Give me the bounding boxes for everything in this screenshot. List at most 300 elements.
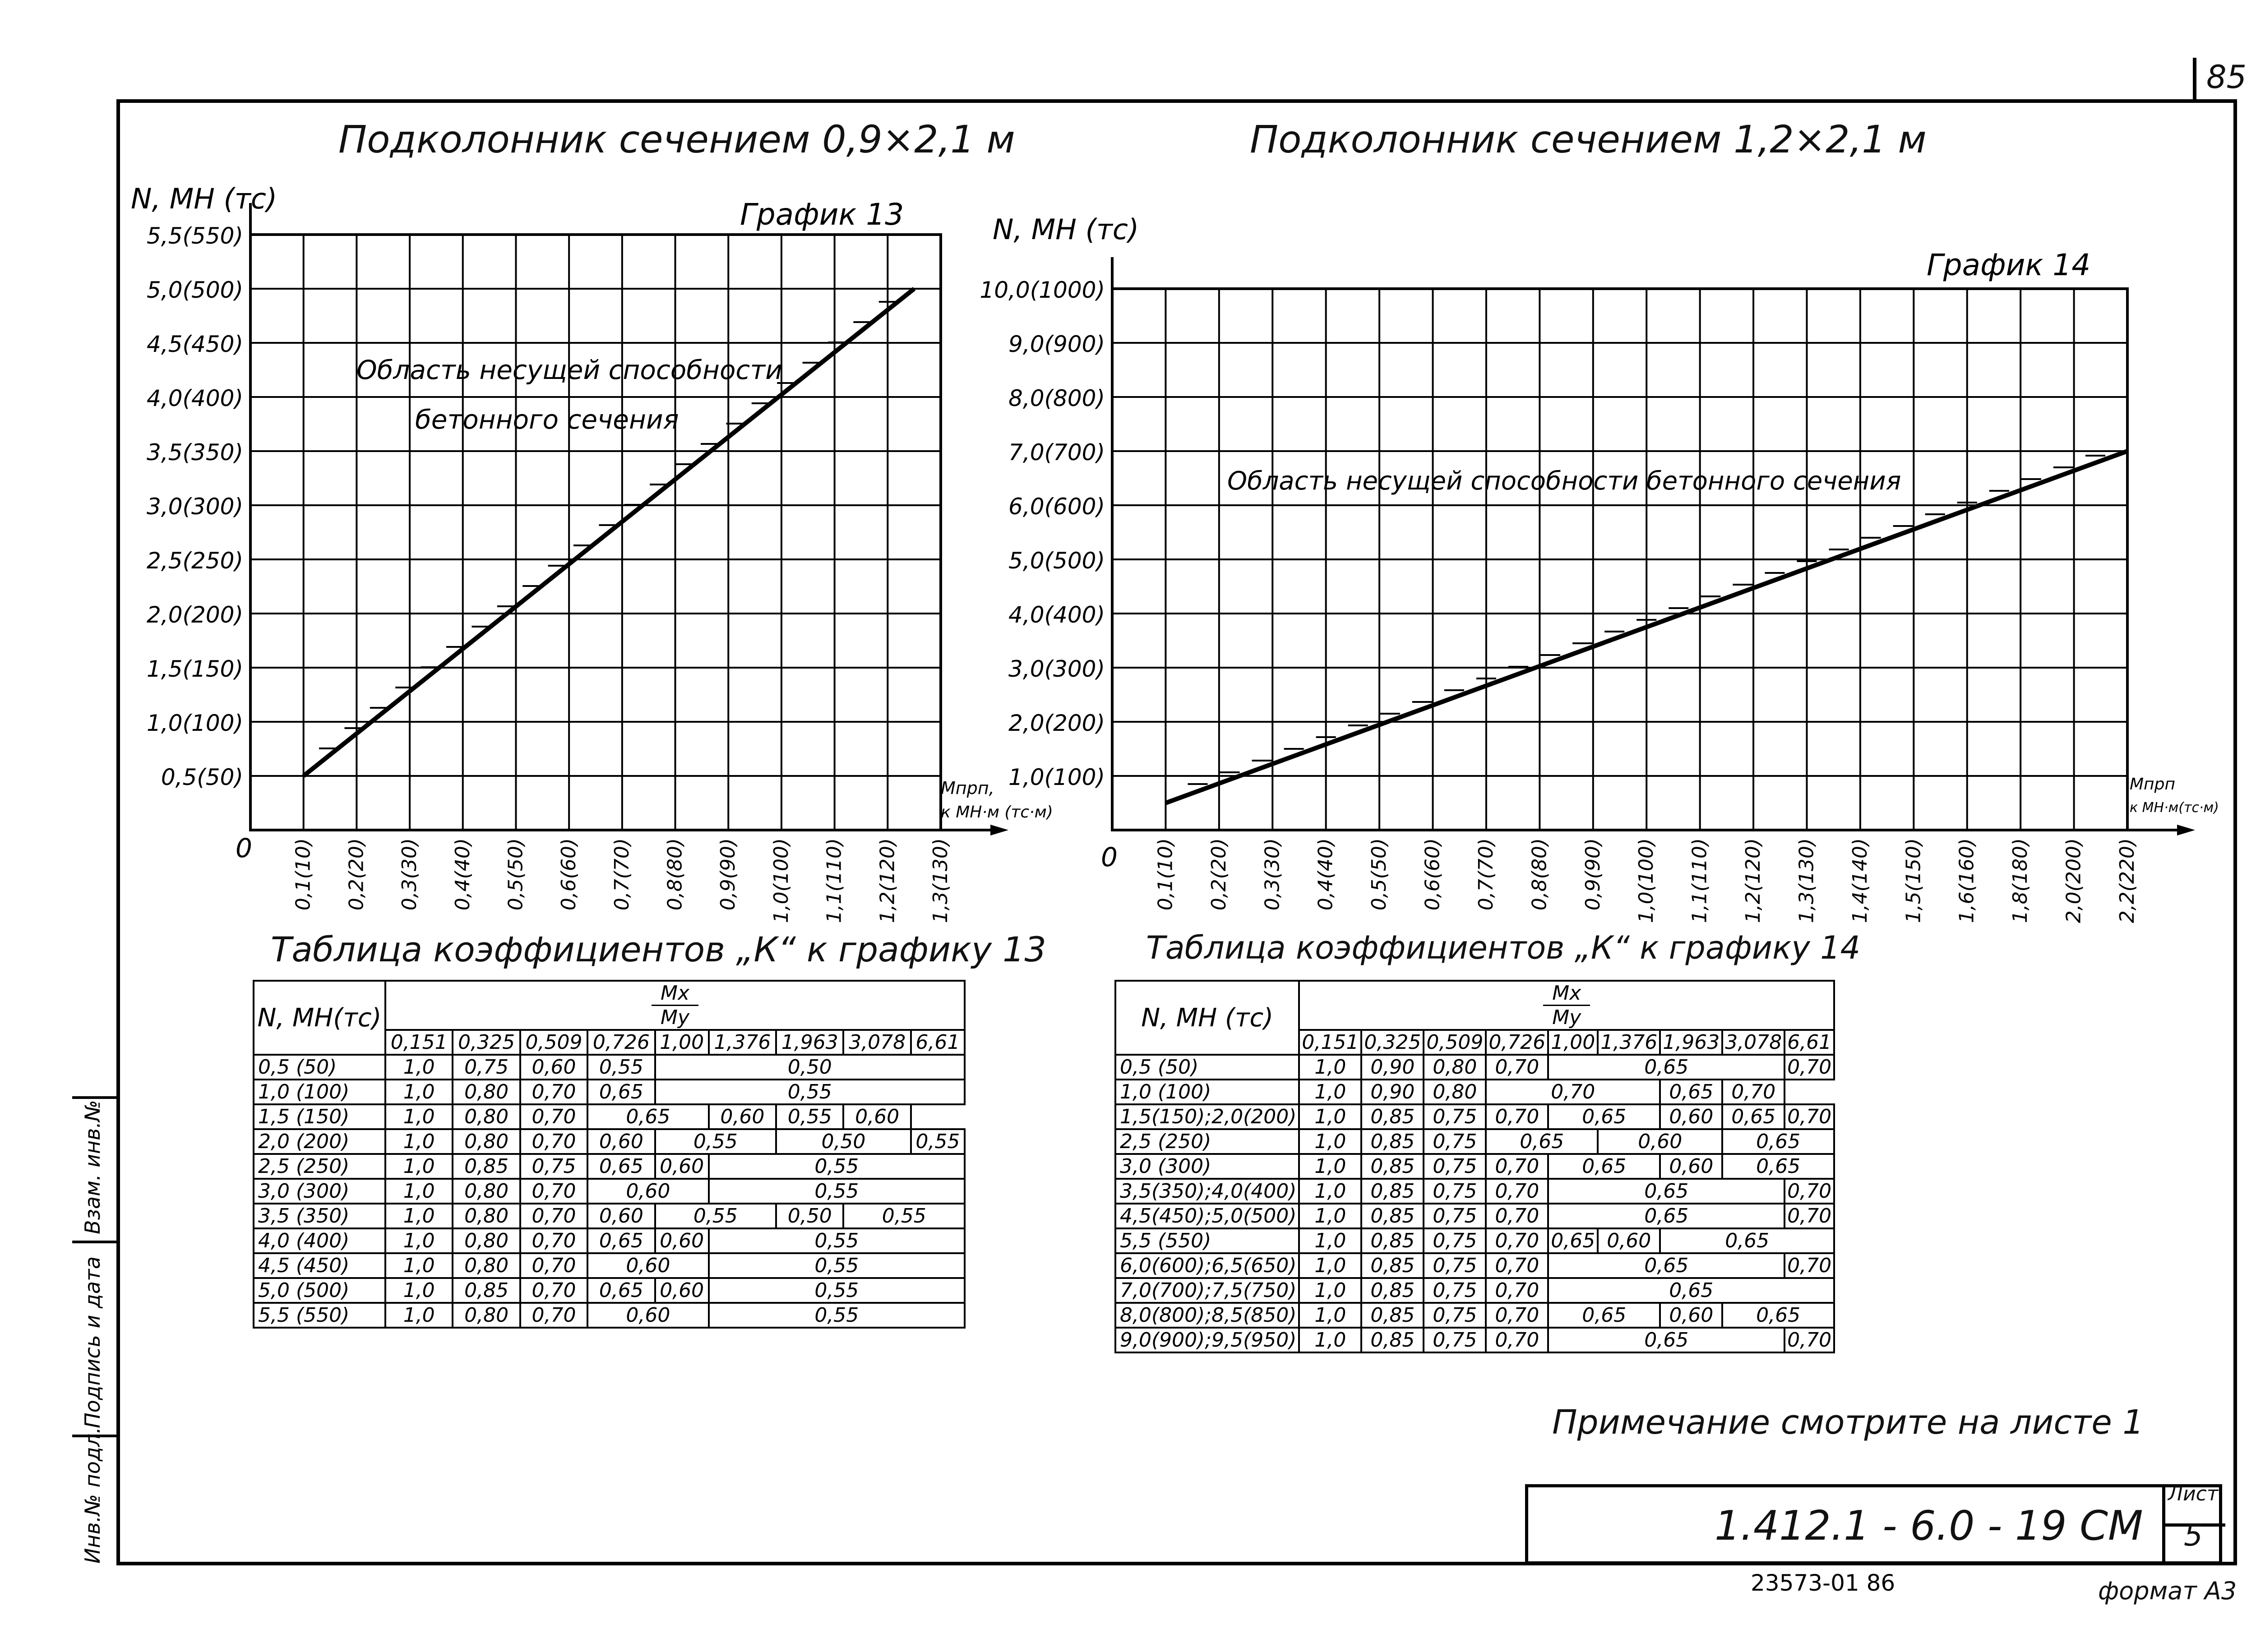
chart-14-y-axis-label: N, МН (тс) bbox=[993, 213, 1139, 246]
table-cell: 0,70 bbox=[1486, 1179, 1548, 1204]
table-cell: 1,0 bbox=[385, 1104, 453, 1129]
table-cell: 1,0 bbox=[1299, 1104, 1361, 1129]
table-cell: 0,65 bbox=[1486, 1129, 1598, 1154]
table-cell: 1,0 bbox=[385, 1179, 453, 1204]
sidebar-divider bbox=[117, 1096, 120, 1565]
chart-13-x-tick-label: 0,1(10) bbox=[291, 838, 315, 911]
chart-13-x-tick-label: 1,1(110) bbox=[823, 838, 846, 923]
table-column-header: 6,61 bbox=[911, 1030, 965, 1055]
sheet-number: 85 bbox=[2206, 59, 2247, 96]
table-cell: 0,75 bbox=[1424, 1204, 1486, 1228]
table-cell: 0,65 bbox=[1722, 1104, 1784, 1129]
table-row-label: 8,0(800);8,5(850) bbox=[1115, 1303, 1299, 1328]
chart-13-x-tick-label: 0,9(90) bbox=[717, 838, 740, 911]
chart-13-region-label-1: Область несущей способности bbox=[356, 355, 782, 385]
table-column-header: 1,963 bbox=[776, 1030, 843, 1055]
chart-14-x-tick-label: 0,3(30) bbox=[1261, 838, 1284, 911]
chart-14-region-label: Область несущей способности бетонного сечения bbox=[1227, 466, 1901, 496]
table-row bbox=[254, 1278, 965, 1303]
chart-13-x-tick-label: 0,4(40) bbox=[451, 838, 474, 911]
chart-14-x-tick-label: 0,5(50) bbox=[1368, 838, 1391, 911]
chart-13-x-tick-label: 0,7(70) bbox=[610, 838, 633, 911]
table-cell: 0,65 bbox=[1548, 1328, 1784, 1352]
chart-13-y-tick-label: 2,0(200) bbox=[147, 602, 243, 628]
table-row-label: 1,0 (100) bbox=[1115, 1080, 1299, 1104]
chart-14-x-tick-label: 0,6(60) bbox=[1421, 838, 1444, 911]
chart-14-y-tick-label: 3,0(300) bbox=[1008, 656, 1105, 682]
table-cell: 0,80 bbox=[453, 1253, 520, 1278]
table-column-header: 0,509 bbox=[1424, 1030, 1486, 1055]
table-row bbox=[254, 1154, 965, 1179]
table-cell: 0,65 bbox=[1548, 1104, 1660, 1129]
table-cell: 0,55 bbox=[709, 1228, 965, 1253]
table-ratio-denominator: Му bbox=[660, 1006, 689, 1029]
table-cell: 0,65 bbox=[1722, 1129, 1834, 1154]
table-cell: 0,55 bbox=[709, 1154, 965, 1179]
table-cell: 0,60 bbox=[655, 1228, 709, 1253]
table-row-label: 3,5(350);4,0(400) bbox=[1115, 1179, 1299, 1204]
table-cell: 0,50 bbox=[776, 1204, 843, 1228]
table-cell: 0,65 bbox=[587, 1278, 655, 1303]
chart-14-y-tick-label: 7,0(700) bbox=[1008, 439, 1105, 466]
chart-14-x-tick-label: 1,2(120) bbox=[1742, 838, 1765, 923]
table-row-label: 1,0 (100) bbox=[254, 1080, 385, 1104]
chart-13-x-axis-arrow bbox=[990, 825, 1008, 835]
left-chart-title: Подколонник сечением 0,9×2,1 м bbox=[338, 117, 1015, 162]
table-cell: 0,70 bbox=[1784, 1253, 1834, 1278]
chart-14 bbox=[980, 213, 2219, 923]
chart-13-y-tick-label: 5,0(500) bbox=[147, 277, 243, 303]
table-cell: 0,65 bbox=[587, 1080, 655, 1104]
table-cell: 0,70 bbox=[520, 1129, 587, 1154]
table-row bbox=[254, 1228, 965, 1253]
table-cell: 1,0 bbox=[1299, 1228, 1361, 1253]
table-cell: 0,70 bbox=[1784, 1328, 1834, 1352]
table-row bbox=[1115, 1080, 1834, 1104]
chart-14-y-tick-label: 4,0(400) bbox=[1008, 602, 1105, 628]
table-cell: 0,75 bbox=[1424, 1228, 1486, 1253]
chart-14-origin-label: 0 bbox=[1101, 842, 1118, 872]
table-column-header: 0,509 bbox=[520, 1030, 587, 1055]
sidebar-stamp bbox=[72, 1096, 117, 1565]
sidebar-cell-signature bbox=[72, 1241, 117, 1435]
table-column-header: 1,963 bbox=[1660, 1030, 1722, 1055]
table-row-label: 5,5 (550) bbox=[1115, 1228, 1299, 1253]
table-cell: 1,0 bbox=[385, 1278, 453, 1303]
chart-14-x-tick-label: 0,2(20) bbox=[1207, 838, 1230, 911]
table-cell: 0,70 bbox=[520, 1104, 587, 1129]
table-cell: 1,0 bbox=[1299, 1303, 1361, 1328]
sidebar-label-replace: Взам. инв.№ bbox=[80, 1100, 105, 1234]
table-cell: 0,80 bbox=[453, 1228, 520, 1253]
table-cell: 0,85 bbox=[1361, 1253, 1424, 1278]
table-header-row bbox=[254, 981, 965, 1030]
table-cell: 0,75 bbox=[1424, 1278, 1486, 1303]
table-cell: 0,65 bbox=[587, 1228, 655, 1253]
table-cell: 0,55 bbox=[709, 1179, 965, 1204]
table-row bbox=[1115, 1328, 1834, 1352]
table-cell: 0,70 bbox=[1486, 1055, 1548, 1080]
right-chart-title: Подколонник сечением 1,2×2,1 м bbox=[1250, 117, 1927, 162]
table-column-header: 1,00 bbox=[1548, 1030, 1598, 1055]
chart-14-y-ticks bbox=[980, 277, 1105, 790]
table-column-header: 0,151 bbox=[385, 1030, 453, 1055]
table-cell: 1,0 bbox=[385, 1080, 453, 1104]
chart-14-x-tick-label: 2,2(220) bbox=[2116, 838, 2139, 923]
table-cell: 1,0 bbox=[1299, 1154, 1361, 1179]
table-cell: 0,70 bbox=[1784, 1204, 1834, 1228]
table-row-label: 4,0 (400) bbox=[254, 1228, 385, 1253]
chart-13 bbox=[131, 182, 1053, 923]
table-row bbox=[254, 1303, 965, 1328]
table-row bbox=[1115, 1179, 1834, 1204]
table-cell: 0,80 bbox=[453, 1179, 520, 1204]
table-cell: 0,85 bbox=[1361, 1204, 1424, 1228]
chart-13-frame bbox=[250, 235, 941, 830]
table-column-header: 6,61 bbox=[1784, 1030, 1834, 1055]
table-cell: 1,0 bbox=[1299, 1080, 1361, 1104]
table-cell: 0,85 bbox=[1361, 1179, 1424, 1204]
sidebar-label-inventory: Инв.№ подл. bbox=[80, 1427, 105, 1564]
table-cell: 0,85 bbox=[453, 1278, 520, 1303]
table-cell: 0,80 bbox=[1424, 1080, 1486, 1104]
table-cell: 1,0 bbox=[385, 1204, 453, 1228]
table-row-label: 0,5 (50) bbox=[254, 1055, 385, 1080]
table-row bbox=[254, 1104, 965, 1129]
table-column-header: 0,325 bbox=[1361, 1030, 1424, 1055]
table-cell: 0,80 bbox=[453, 1129, 520, 1154]
table-cell: 0,65 bbox=[1660, 1228, 1834, 1253]
table-row bbox=[1115, 1129, 1834, 1154]
table-row-label: 2,5 (250) bbox=[254, 1154, 385, 1179]
table-column-header: 3,078 bbox=[1722, 1030, 1784, 1055]
table-cell: 1,0 bbox=[1299, 1055, 1361, 1080]
table-column-header: 0,726 bbox=[587, 1030, 655, 1055]
table-column-header: 1,376 bbox=[1598, 1030, 1660, 1055]
table-cell: 0,70 bbox=[520, 1278, 587, 1303]
chart-14-graph-label: График 14 bbox=[1927, 248, 2091, 282]
chart-14-x-tick-label: 1,4(140) bbox=[1848, 838, 1872, 923]
chart-13-x-tick-label: 0,6(60) bbox=[557, 838, 581, 911]
table-cell: 0,50 bbox=[776, 1129, 911, 1154]
table-row-label: 7,0(700);7,5(750) bbox=[1115, 1278, 1299, 1303]
table-row bbox=[254, 1055, 965, 1080]
table-cell: 0,65 bbox=[1548, 1154, 1660, 1179]
table-cell: 0,85 bbox=[1361, 1129, 1424, 1154]
table-n-header: N, МН(тс) bbox=[254, 981, 385, 1055]
table-row-label: 2,5 (250) bbox=[1115, 1129, 1299, 1154]
table-cell: 0,75 bbox=[520, 1154, 587, 1179]
table-ratio-denominator: Му bbox=[1552, 1006, 1581, 1029]
table-cell: 0,75 bbox=[1424, 1328, 1486, 1352]
table-cell: 0,65 bbox=[587, 1104, 708, 1129]
sidebar-label-signature: Подпись и дата bbox=[80, 1256, 105, 1428]
table-cell: 0,60 bbox=[1598, 1129, 1722, 1154]
chart-14-x-axis-arrow bbox=[2177, 825, 2195, 835]
table-cell: 0,65 bbox=[1548, 1303, 1660, 1328]
chart-13-y-tick-label: 5,5(550) bbox=[147, 223, 243, 249]
table-header-row bbox=[1115, 981, 1834, 1030]
table-row bbox=[254, 1179, 965, 1204]
table-cell: 0,75 bbox=[1424, 1129, 1486, 1154]
table-row-label: 2,0 (200) bbox=[254, 1129, 385, 1154]
chart-13-x-tick-label: 1,0(100) bbox=[769, 838, 793, 923]
table-cell: 0,65 bbox=[1548, 1253, 1784, 1278]
chart-13-x-ticks bbox=[292, 838, 952, 923]
chart-13-x-tick-label: 1,2(120) bbox=[876, 838, 899, 923]
table-cell: 0,50 bbox=[655, 1055, 965, 1080]
table-cell: 0,55 bbox=[776, 1104, 843, 1129]
chart-14-grid bbox=[1112, 257, 2195, 835]
table-cell: 0,60 bbox=[587, 1253, 708, 1278]
table-row bbox=[254, 1253, 965, 1278]
table-cell: 0,55 bbox=[587, 1055, 655, 1080]
table-cell: 0,70 bbox=[1784, 1055, 1834, 1080]
table-cell: 0,75 bbox=[1424, 1104, 1486, 1129]
table-cell: 0,80 bbox=[453, 1204, 520, 1228]
table-cell: 1,0 bbox=[1299, 1129, 1361, 1154]
chart-14-x-tick-label: 2,0(200) bbox=[2062, 838, 2085, 923]
chart-14-x-tick-label: 0,4(40) bbox=[1314, 838, 1337, 911]
table-ratio-numerator: Мх bbox=[652, 982, 698, 1006]
sidebar-cell-inventory bbox=[72, 1427, 117, 1565]
table-cell: 1,0 bbox=[1299, 1179, 1361, 1204]
table-cell: 0,65 bbox=[1548, 1204, 1784, 1228]
table-cell: 1,0 bbox=[385, 1154, 453, 1179]
table-cell: 0,75 bbox=[1424, 1179, 1486, 1204]
table-row bbox=[254, 1080, 965, 1104]
table-cell: 0,65 bbox=[1548, 1179, 1784, 1204]
table-cell: 0,70 bbox=[520, 1253, 587, 1278]
table-cell: 0,55 bbox=[911, 1129, 965, 1154]
chart-14-x-tick-label: 1,0(100) bbox=[1635, 838, 1658, 923]
table-cell: 0,70 bbox=[1486, 1253, 1548, 1278]
table-cell: 0,60 bbox=[709, 1104, 776, 1129]
table-row-label: 0,5 (50) bbox=[1115, 1055, 1299, 1080]
table-cell: 0,85 bbox=[1361, 1278, 1424, 1303]
table-cell: 0,60 bbox=[1660, 1154, 1722, 1179]
table-cell: 0,65 bbox=[587, 1154, 655, 1179]
table-row-label: 5,0 (500) bbox=[254, 1278, 385, 1303]
table-cell: 0,70 bbox=[520, 1080, 587, 1104]
table-cell: 1,0 bbox=[1299, 1328, 1361, 1352]
sidebar-cell-replace bbox=[72, 1096, 117, 1241]
table-cell: 0,60 bbox=[520, 1055, 587, 1080]
table-cell: 0,65 bbox=[1722, 1303, 1834, 1328]
table-cell: 0,90 bbox=[1361, 1080, 1424, 1104]
table-cell: 1,0 bbox=[385, 1228, 453, 1253]
table-cell: 0,60 bbox=[1660, 1303, 1722, 1328]
table-cell: 0,70 bbox=[520, 1228, 587, 1253]
table-row bbox=[254, 1129, 965, 1154]
table-column-header: 1,00 bbox=[655, 1030, 709, 1055]
chart-13-y-tick-label: 4,5(450) bbox=[147, 331, 243, 357]
table-row-label: 1,5(150);2,0(200) bbox=[1115, 1104, 1299, 1129]
chart-14-x-tick-label: 1,8(180) bbox=[2009, 838, 2032, 923]
table-cell: 0,70 bbox=[1784, 1179, 1834, 1204]
table-cell: 0,80 bbox=[1424, 1055, 1486, 1080]
table-cell: 0,70 bbox=[1486, 1278, 1548, 1303]
chart-13-y-tick-label: 2,5(250) bbox=[147, 548, 243, 574]
table-row-label: 3,0 (300) bbox=[1115, 1154, 1299, 1179]
chart-13-y-ticks bbox=[147, 223, 243, 790]
table-row-label: 9,0(900);9,5(950) bbox=[1115, 1328, 1299, 1352]
table-cell: 0,90 bbox=[1361, 1055, 1424, 1080]
chart-13-x-tick-label: 0,8(80) bbox=[663, 838, 687, 911]
table-n-header: N, МН (тс) bbox=[1115, 981, 1299, 1055]
table-cell: 0,70 bbox=[1486, 1204, 1548, 1228]
chart-14-x-tick-label: 0,8(80) bbox=[1528, 838, 1551, 911]
table-cell: 0,85 bbox=[1361, 1228, 1424, 1253]
chart-14-y-tick-label: 5,0(500) bbox=[1008, 548, 1105, 574]
chart-14-x-tick-label: 0,7(70) bbox=[1474, 838, 1498, 911]
chart-13-y-tick-label: 3,0(300) bbox=[147, 494, 243, 520]
table-cell: 0,70 bbox=[1486, 1228, 1548, 1253]
table-cell: 0,75 bbox=[1424, 1303, 1486, 1328]
table-cell: 0,75 bbox=[1424, 1154, 1486, 1179]
table-cell: 0,55 bbox=[709, 1303, 965, 1328]
chart-13-x-axis-label-top: Мпрп, bbox=[941, 778, 994, 798]
chart-13-origin-label: 0 bbox=[236, 833, 252, 863]
table-cell: 1,0 bbox=[385, 1129, 453, 1154]
chart-14-y-tick-label: 10,0(1000) bbox=[980, 277, 1105, 303]
table-cell: 0,80 bbox=[453, 1080, 520, 1104]
table-cell: 0,55 bbox=[655, 1080, 965, 1104]
table-row-label: 1,5 (150) bbox=[254, 1104, 385, 1129]
document-designation: 1.412.1 - 6.0 - 19 СМ bbox=[1715, 1502, 2143, 1550]
chart-14-y-tick-label: 1,0(100) bbox=[1008, 764, 1105, 790]
table-column-header: 0,151 bbox=[1299, 1030, 1361, 1055]
table-cell: 0,70 bbox=[1486, 1104, 1548, 1129]
table-cell: 1,0 bbox=[385, 1303, 453, 1328]
chart-14-y-tick-label: 9,0(900) bbox=[1008, 331, 1105, 357]
chart-13-y-tick-label: 4,0(400) bbox=[147, 385, 243, 411]
table-row bbox=[1115, 1303, 1834, 1328]
table-row-label: 4,5(450);5,0(500) bbox=[1115, 1204, 1299, 1228]
table-ratio-header bbox=[385, 981, 965, 1030]
table-column-header: 3,078 bbox=[843, 1030, 911, 1055]
chart-13-grid bbox=[250, 203, 1008, 835]
chart-14-x-axis-label-top: Мпрп bbox=[2130, 775, 2175, 794]
table-cell: 0,55 bbox=[709, 1278, 965, 1303]
chart-13-x-tick-label: 0,3(30) bbox=[398, 838, 421, 911]
chart-13-x-tick-label: 0,5(50) bbox=[504, 838, 527, 911]
table-row-label: 5,5 (550) bbox=[254, 1303, 385, 1328]
chart-14-x-tick-label: 1,3(130) bbox=[1795, 838, 1818, 923]
table-13-title: Таблица коэффициентов „К“ к графику 13 bbox=[271, 929, 1046, 969]
table-cell: 0,60 bbox=[655, 1278, 709, 1303]
chart-14-x-tick-label: 0,1(10) bbox=[1154, 838, 1177, 911]
table-column-header: 0,726 bbox=[1486, 1030, 1548, 1055]
table-cell: 0,85 bbox=[1361, 1303, 1424, 1328]
table-cell: 0,60 bbox=[1660, 1104, 1722, 1129]
sheet-number-value: 5 bbox=[2184, 1518, 2203, 1553]
chart-13-graph-label: График 13 bbox=[740, 197, 904, 232]
table-cell: 0,65 bbox=[1548, 1228, 1598, 1253]
table-cell: 0,70 bbox=[1784, 1104, 1834, 1129]
sheet-label: Лист bbox=[2168, 1482, 2219, 1505]
chart-14-x-axis-label-bottom: к МН·м(тс·м) bbox=[2130, 800, 2219, 816]
table-cell: 1,0 bbox=[385, 1253, 453, 1278]
table-13 bbox=[253, 980, 966, 1329]
table-row-label: 6,0(600);6,5(650) bbox=[1115, 1253, 1299, 1278]
paper-format: формат А3 bbox=[2098, 1577, 2237, 1605]
table-cell: 1,0 bbox=[385, 1055, 453, 1080]
table-cell: 0,85 bbox=[1361, 1104, 1424, 1129]
table-cell: 0,80 bbox=[453, 1303, 520, 1328]
chart-14-x-tick-label: 1,5(150) bbox=[1902, 838, 1925, 923]
table-cell: 0,70 bbox=[1486, 1080, 1660, 1104]
table-ratio-header bbox=[1299, 981, 1834, 1030]
chart-14-y-tick-label: 2,0(200) bbox=[1008, 710, 1105, 736]
chart-13-y-axis-label: N, МН (тс) bbox=[131, 182, 277, 215]
chart-13-x-tick-label: 0,2(20) bbox=[345, 838, 368, 911]
table-cell: 0,65 bbox=[1548, 1278, 1834, 1303]
chart-13-x-tick-label: 1,3(130) bbox=[929, 838, 952, 923]
chart-14-y-tick-label: 6,0(600) bbox=[1008, 494, 1105, 520]
order-number: 23573-01 86 bbox=[1751, 1570, 1895, 1596]
table-cell: 0,60 bbox=[1598, 1228, 1660, 1253]
table-cell: 0,60 bbox=[655, 1154, 709, 1179]
table-cell: 0,70 bbox=[1486, 1303, 1548, 1328]
table-row bbox=[1115, 1228, 1834, 1253]
table-cell: 0,55 bbox=[655, 1204, 776, 1228]
table-cell: 0,55 bbox=[655, 1129, 776, 1154]
table-cell: 1,0 bbox=[1299, 1278, 1361, 1303]
table-cell: 0,65 bbox=[1660, 1080, 1722, 1104]
table-cell: 0,60 bbox=[587, 1129, 655, 1154]
table-cell: 0,60 bbox=[843, 1104, 911, 1129]
chart-14-x-tick-label: 1,1(110) bbox=[1688, 838, 1711, 923]
table-cell: 0,70 bbox=[520, 1179, 587, 1204]
chart-14-x-tick-label: 1,6(160) bbox=[1955, 838, 1979, 923]
table-row bbox=[1115, 1253, 1834, 1278]
table-row bbox=[254, 1204, 965, 1228]
table-column-header: 1,376 bbox=[709, 1030, 776, 1055]
table-cell: 0,70 bbox=[1486, 1328, 1548, 1352]
table-cell: 0,60 bbox=[587, 1179, 708, 1204]
table-cell: 0,85 bbox=[453, 1154, 520, 1179]
table-cell: 0,55 bbox=[843, 1204, 965, 1228]
table-cell: 1,0 bbox=[1299, 1204, 1361, 1228]
chart-13-region-label-2: бетонного сечения bbox=[415, 404, 679, 435]
chart-13-x-axis-label-bottom: к МН·м (тс·м) bbox=[941, 803, 1053, 821]
table-cell: 0,70 bbox=[1486, 1154, 1548, 1179]
table-14-title: Таблица коэффициентов „К“ к графику 14 bbox=[1146, 929, 1861, 966]
table-cell: 0,85 bbox=[1361, 1154, 1424, 1179]
table-cell: 0,60 bbox=[587, 1204, 655, 1228]
table-row bbox=[1115, 1104, 1834, 1129]
table-row bbox=[1115, 1154, 1834, 1179]
table-cell: 0,55 bbox=[709, 1253, 965, 1278]
table-row bbox=[1115, 1204, 1834, 1228]
chart-14-x-tick-label: 0,9(90) bbox=[1581, 838, 1604, 911]
table-cell: 0,80 bbox=[453, 1104, 520, 1129]
table-14 bbox=[1114, 980, 1835, 1353]
table-row-label: 3,5 (350) bbox=[254, 1204, 385, 1228]
table-cell: 0,65 bbox=[1548, 1055, 1784, 1080]
note-text: Примечание смотрите на листе 1 bbox=[1552, 1403, 2144, 1442]
chart-13-y-tick-label: 3,5(350) bbox=[147, 439, 243, 466]
table-column-header: 0,325 bbox=[453, 1030, 520, 1055]
table-row bbox=[1115, 1278, 1834, 1303]
table-row bbox=[1115, 1055, 1834, 1080]
table-cell: 0,85 bbox=[1361, 1328, 1424, 1352]
table-row-label: 3,0 (300) bbox=[254, 1179, 385, 1204]
table-ratio-numerator: Мх bbox=[1543, 982, 1590, 1006]
chart-13-y-tick-label: 1,5(150) bbox=[147, 656, 243, 682]
table-cell: 0,70 bbox=[1722, 1080, 1784, 1104]
